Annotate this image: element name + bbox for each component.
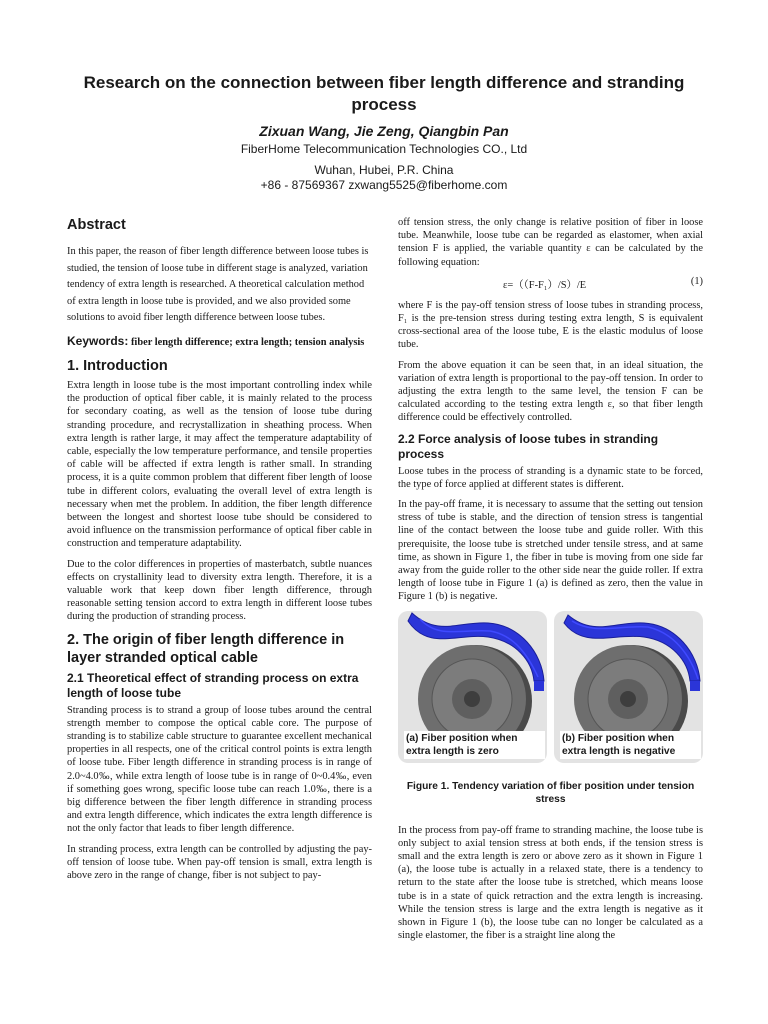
left-column — [67, 216, 372, 889]
intro-paragraph-2: Due to the color differences in properties of masterbatch, subtle nuances effects on crystallinity lead to diversity extra length. Therefore, it is a valuable work that keep down fiber length difference, through reasonable setting tension accord to extra length in different loose tubes during the production of stranding process. — [67, 558, 372, 623]
figure-1b-panel — [554, 611, 703, 763]
section-1-heading: 1. Introduction — [67, 357, 168, 374]
figure-1b-caption: (b) Fiber position when extra length is negative — [560, 731, 701, 759]
right-paragraph-6: In the process from pay-off frame to stranding machine, the loose tube is only subject to axial tension stress at both ends, if the tension stress is small and the extra length is zero or above zero as it shown in Figure 1 (a), the loose tube is actually in a relaxed state, there is a tendency to return to the state after the loose tube is stretched, which means loose tube is in a state of quick retraction and the extra length is increasing. While the tension stress is large and the extra length is negative as it shown in Figure 1 (b), the loose tube can no longer be calculated as a single elastomer, the fiber is a straight line along the — [398, 824, 703, 942]
right-paragraph-4: Loose tubes in the process of stranding is a dynamic state to be forced, the type of force applied at different states is different. — [398, 465, 703, 490]
section-2-1-heading: 2.1 Theoretical effect of stranding process on extra length of loose tube — [67, 670, 359, 700]
figure-1a-caption: (a) Fiber position when extra length is zero — [404, 731, 545, 759]
right-column — [398, 216, 703, 950]
intro-paragraph-1: Extra length in loose tube is the most important controlling index while the production of optical fiber cable, it is mainly related to the process for secondary coating, as well as the tension of loose tube during stranding procedure, and recrystallization in sheathing process. When extra length is rather large, it may affect the temperature adaptability of cable, especially the low temperature performance, and tensile properties of cable will be affected if extra length is rather small. In stranding process, it is a quite common problem that different fiber length of loose tube in different colors, evaluating the overall level of extra length is necessary when met the problem. In addition, the fiber length difference between the longest and shortest loose tube should be considered to avoid influence on the transmission performance of optical fiber cable in construction and temperature adaptability. — [67, 379, 372, 550]
figure-1-title: Figure 1. Tendency variation of fiber position under tension stress — [406, 780, 695, 805]
figure-1a-panel — [398, 611, 547, 763]
abstract-text: In this paper, the reason of fiber length difference between loose tubes is studied, the tension of loose tube in different stage is analyzed, variation tendency of extra length is researched. A theoretical calculation method of extra length in loose tube is provided, and we also provided some solutions to avoid fiber length difference between loose tubes. — [67, 246, 369, 324]
keywords — [67, 335, 372, 349]
figure-1 — [398, 611, 703, 763]
location: Wuhan, Hubei, P.R. China — [314, 163, 454, 177]
right-paragraph-2: where F is the pay-off tension stress of loose tubes in stranding process, F₁ is the pre-tension stress during testing extra length, S is equivalent cross-sectional area of the loose tube, E is the elastic modulus of loose tube. — [398, 299, 703, 351]
keywords-label: Keywords: — [67, 333, 129, 348]
equation-number: (1) — [690, 275, 703, 287]
section-2-1-paragraph-2: In stranding process, extra length can be controlled by adjusting the pay-off tension of loose tube. When pay-off tension is small, extra length is above zero in the range of change, fiber is not subject to pay- — [67, 843, 372, 882]
keywords-text: fiber length difference; extra length; tension analysis — [130, 336, 365, 348]
section-2-heading: 2. The origin of fiber length difference in layer stranded optical cable — [67, 631, 345, 666]
contact-info: +86 - 87569367 zxwang5525@fiberhome.com — [260, 178, 508, 192]
right-paragraph-1: off tension stress, the only change is relative position of fiber in loose tube. Meanwhile, loose tube can be regarded as elastomer, when axial tension F is applied, the variable quantity ε can be calculated by the following equation: — [398, 217, 703, 268]
equation-1 — [398, 276, 703, 291]
author-names: Zixuan Wang, Jie Zeng, Qiangbin Pan — [259, 123, 509, 139]
section-2-2-heading: 2.2 Force analysis of loose tubes in stranding process — [398, 431, 659, 461]
section-2-1-paragraph-1: Stranding process is to strand a group of loose tubes around the central strength member to compose the optical cable core. The purpose of stranding is to stabilize cable structure to guarantee excellent mechanical properties in all respects, one of the critical control points is extra length of loose tube. Fiber length difference in stranding process is in range of 2.0~4.0‰, while extra length of loose tube is in range of 0~0.4‰, even if something goes wrong, specific loose tube can reach 1.0‰, there is a big difference between the fiber length difference in stranding process and extra length difference, which indicates the extra length difference is not the only factor that leads to fiber length difference. — [67, 704, 372, 835]
right-paragraph-3: From the above equation it can be seen that, in an ideal situation, the variation of extra length is proportional to the pay-off tension. In order to adjusting the extra length to the same level, the tension F can be calculated according to the testing extra length ε, so that fiber length difference could be effectively controlled. — [398, 359, 703, 424]
right-paragraph-5: In the pay-off frame, it is necessary to assume that the setting out tension stress of tube is stable, and the direction of tension stress is tangential line of the contact between the loose tube and guide roller. With this prerequisite, the loose tube is stretched under tensile stress, and at same time, as shown in Figure 1, the fiber in tube is moving from one side far away from the guide roller to the other side near the guide roller. If extra length of loose tube in Figure 1 (a) is defined as zero, then the value in Figure 1 (b) is negative. — [398, 499, 703, 603]
affiliation: FiberHome Telecommunication Technologies CO., Ltd — [240, 142, 528, 156]
equation-formula: ε=（（F-F₁）/S）/E — [503, 279, 587, 291]
abstract-heading: Abstract — [67, 217, 126, 233]
paper-title: Research on the connection between fiber length difference and stranding process — [83, 73, 685, 114]
